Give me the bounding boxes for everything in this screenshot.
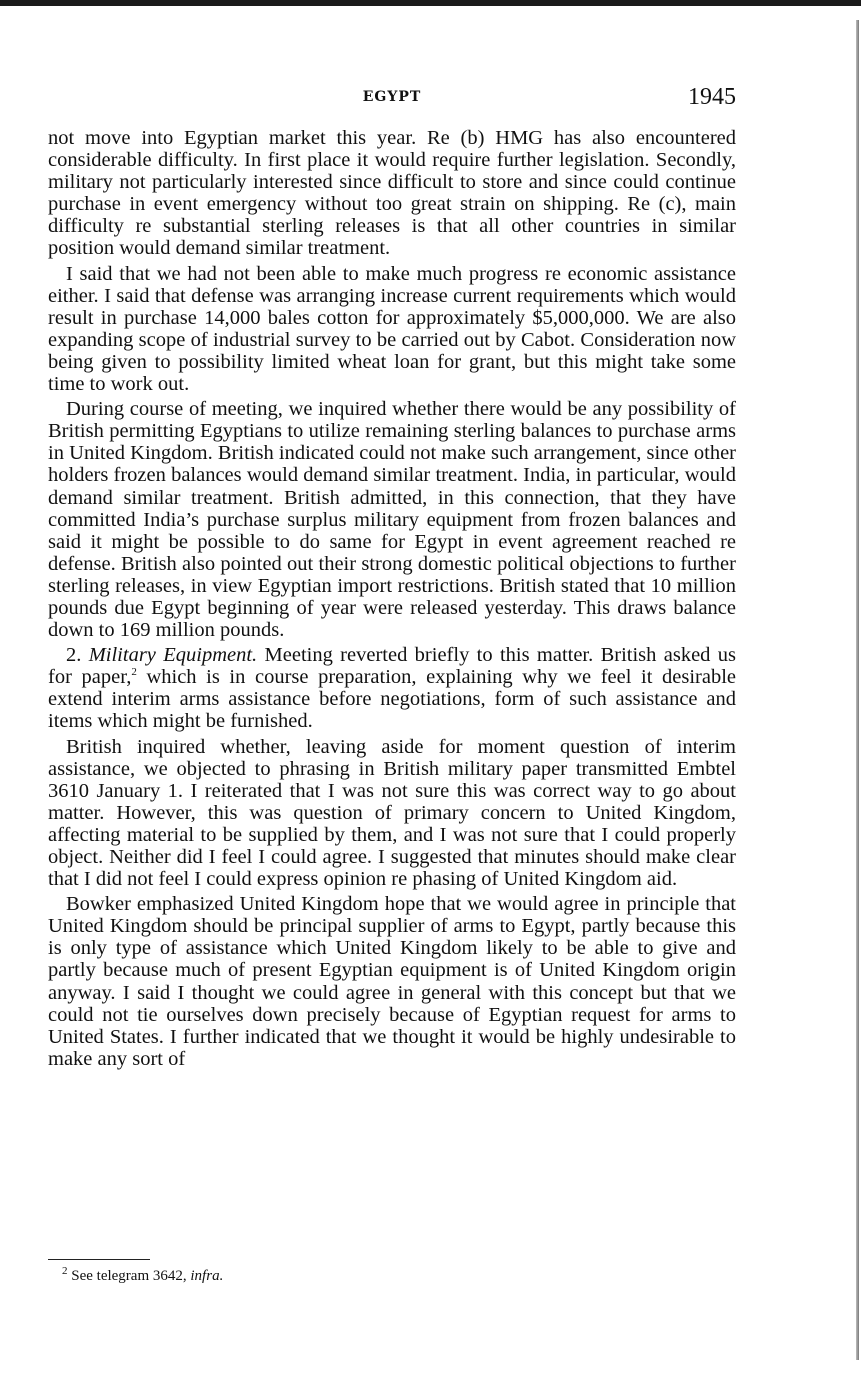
running-title: EGYPT — [362, 89, 422, 105]
footnote-divider — [48, 1259, 150, 1260]
page-number: 1945 — [688, 84, 736, 110]
page-right-edge — [856, 20, 859, 1360]
paragraph-4-text-a: Meeting reverted briefly to this matter. British asked us for paper, — [48, 644, 736, 689]
footnote-text: See telegram 3642, — [71, 1268, 187, 1284]
paragraph-3: During course of meeting, we inquired whether there would be any possibility of British permitting Egyptians to utilize remaining sterling balances to purchase arms in United Kingdom. British indicated could not make such arrangement, since other holders frozen balances would demand similar treatment. India, in particular, would demand similar treatment. British admitted, in this connection, that they have committed India’s purchase surplus military equipment from frozen balances and said it might be possible to do same for Egypt in event agreement reached re defense. British also pointed out their strong domestic political objections to further sterling releases, in view Egyptian import restrictions. British stated that 10 million pounds due Egypt beginning of year were released yesterday. This draws balance down to 169 million pounds. — [48, 398, 736, 642]
paragraph-2: I said that we had not been able to make much progress re economic assistance either. I said that defense was arranging increase current requirements which would result in purchase 14,000 bales cotton for approximately $5,000,000. We are also expanding scope of industrial survey to be carried out by Cabot. Consideration now being given to possibility limited wheat loan for grant, but this might take some time to work out. — [48, 262, 736, 396]
paragraph-6: Bowker emphasized United Kingdom hope that we would agree in principle that United Kingdom should be principal supplier of arms to Egypt, partly because this is only type of assistance which United Kingdom likely to be able to give and partly because much of present Egyptian equipment is of United Kingdom origin anyway. I said I thought we could agree in general with this concept but that we could not tie ourselves down precisely because of Egyptian request for arms to United States. I further indicated that we thought it would be highly undesirable to make any sort of — [48, 893, 736, 1070]
footnote-marker: 2 — [62, 1265, 68, 1277]
section-number: 2. — [66, 644, 82, 667]
body-text — [48, 127, 736, 1073]
running-header — [48, 84, 736, 114]
paragraph-4-text-b: which is in course preparation, explaining why we feel it desirable extend interim arms assistance before negotiations, form of such assistance and items which might be furnished. — [48, 666, 737, 733]
section-heading: Military Equipment. — [88, 644, 258, 667]
paragraph-5: British inquired whether, leaving aside for moment question of interim assistance, we objected to phrasing in British military paper transmitted Embtel 3610 January 1. I reiterated that I was not sure this was correct way to go about matter. However, this was question of primary concern to United Kingdom, affecting material to be supplied by them, and I was not sure that I could properly object. Neither did I feel I could agree. I suggested that minutes should make clear that I did not feel I could express opinion re phasing of United Kingdom aid. — [48, 735, 736, 891]
paragraph-1: not move into Egyptian market this year. Re (b) HMG has also encountered considerable difficulty. In first place it would require further legislation. Secondly, military not particularly interested since difficult to store and since could continue purchase in event emergency without too great strain on shipping. Re (c), main difficulty re substantial sterling releases is that all other countries in similar position would demand similar treatment. — [48, 127, 736, 260]
page-top-edge — [0, 0, 861, 6]
footnote-emphasis: infra. — [190, 1268, 224, 1284]
footnote-reference: 2 — [131, 666, 137, 679]
paragraph-4-military-equipment — [48, 644, 736, 732]
footnote — [62, 1265, 224, 1285]
